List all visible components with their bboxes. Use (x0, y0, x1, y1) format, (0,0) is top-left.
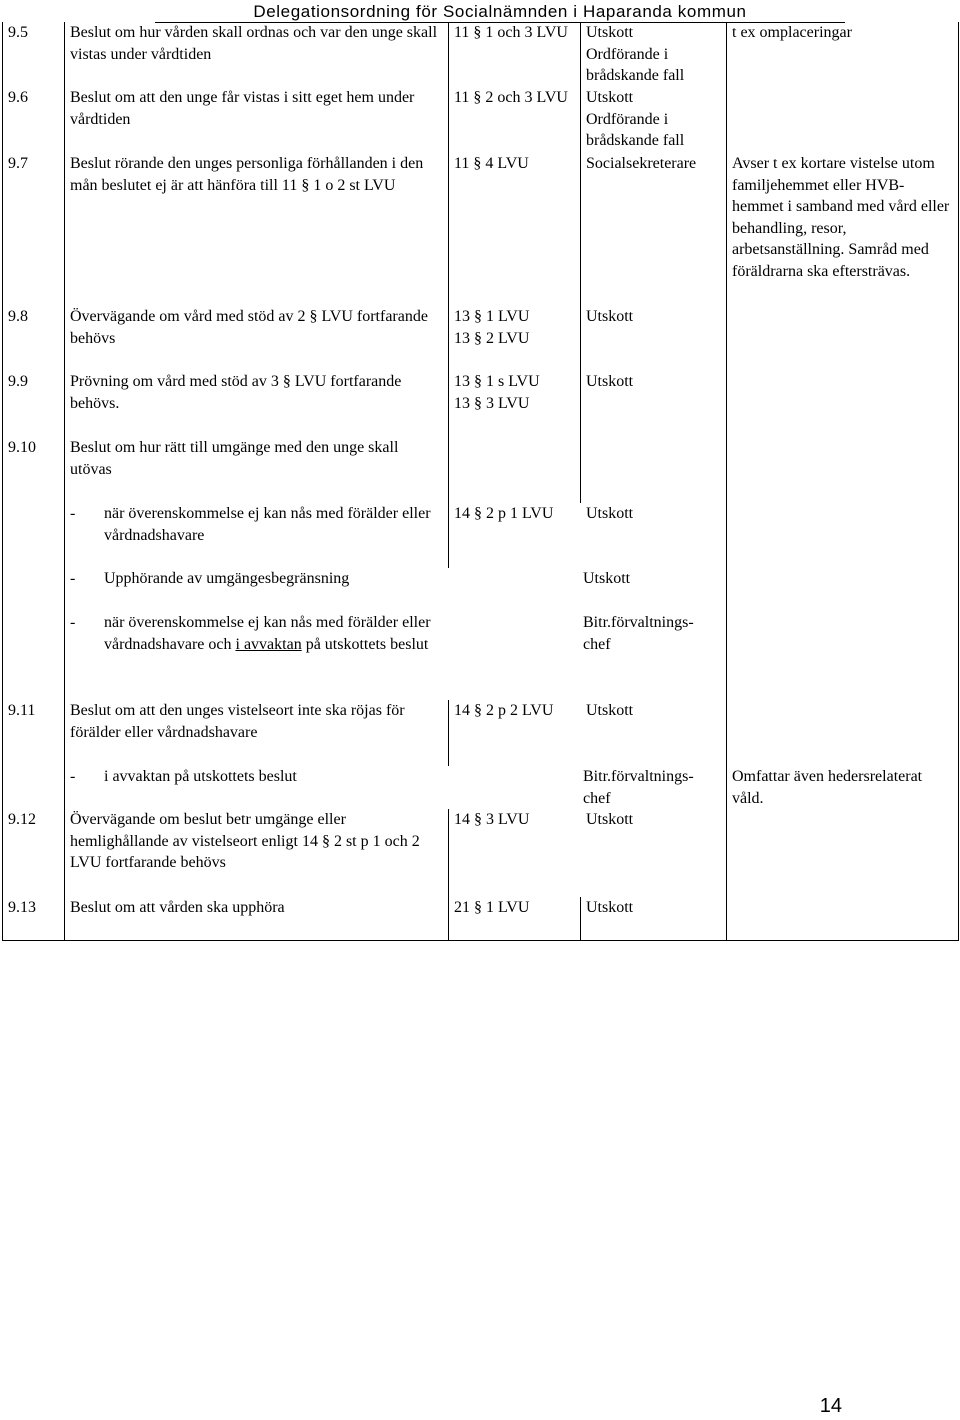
item-number: 9.11 (3, 700, 65, 766)
table-row (3, 371, 959, 437)
item-anmarkning: t ex omplaceringar (727, 22, 959, 87)
table-row (3, 700, 959, 766)
dash-marker: - (70, 570, 76, 587)
item-number: 9.10 (3, 437, 65, 503)
item-lagrum: 14 § 2 p 1 LVU (454, 505, 554, 522)
item-number: 9.6 (3, 87, 65, 153)
table-row (3, 612, 959, 700)
item-lagrum: 21 § 1 LVU (449, 897, 581, 940)
table-row (3, 437, 959, 503)
item-number: 9.7 (3, 153, 65, 306)
underlined-text: i avvaktan (235, 635, 302, 653)
sub-item-description (65, 612, 727, 700)
item-anmarkning: Avser t ex kortare vistelse utom familjehemmet eller HVB-hemmet i samband med vård eller behandling, resor, arbetsanställning. Samråd med föräldrarna ska eftersträvas. (727, 153, 959, 306)
table-row (3, 503, 959, 568)
table-row (3, 897, 959, 940)
item-description: Beslut om att den unges vistelseort inte ska röjas för förälder eller vårdnadshavare (65, 700, 449, 766)
item-lagrum: 14 § 2 p 2 LVU (454, 702, 554, 719)
sub-item-text: när överenskommelse ej kan nås med förälder eller vårdnadshavare (104, 505, 431, 544)
sub-item-text: i avvaktan på utskottets beslut (104, 768, 297, 785)
item-lagrum (449, 306, 581, 371)
item-lagrum: 14 § 3 LVU (454, 811, 530, 828)
item-lagrum: 11 § 2 och 3 LVU (449, 87, 581, 153)
item-delegat: Utskott (586, 702, 634, 719)
item-delegat: Utskott (586, 505, 634, 522)
item-description: Beslut om att den unge får vistas i sitt eget hem under vårdtiden (65, 87, 449, 153)
item-lagrum: 11 § 4 LVU (449, 153, 581, 306)
item-delegat: Utskott (583, 570, 631, 587)
table-row (3, 306, 959, 371)
item-description: Prövning om vård med stöd av 3 § LVU fortfarande behövs. (65, 371, 449, 437)
item-anmarkning (727, 306, 959, 371)
lagrum-line: 13 § 1 s LVU (454, 373, 540, 390)
item-number: 9.13 (3, 897, 65, 940)
delegat-line: Utskott (586, 89, 634, 106)
item-description: Beslut om att vården ska upphöra (65, 897, 449, 940)
lagrum-line: 13 § 2 LVU (454, 329, 530, 347)
delegat-line: Ordförande i brådskande fall (586, 110, 685, 149)
item-lagrum (449, 371, 581, 437)
item-delegat: Utskott (581, 897, 727, 940)
dash-marker: - (70, 614, 76, 631)
item-delegat: Bitr.förvaltnings-chef (583, 614, 694, 653)
item-number: 9.9 (3, 371, 65, 437)
table-row (3, 22, 959, 87)
item-delegat: Socialsekreterare (581, 153, 727, 306)
sub-item-description (65, 766, 727, 809)
item-description: Beslut om hur vården skall ordnas och var den unge skall vistas under vårdtiden (65, 22, 449, 87)
item-number: 9.8 (3, 306, 65, 371)
sub-item-text: när överenskommelse ej kan nås med förälder eller vårdnadshavare och i avvaktan på utskottets beslut (104, 614, 431, 653)
table-row (3, 87, 959, 153)
item-description: Beslut rörande den unges personliga förhållanden i den mån beslutet ej är att hänföra till 11 § 1 o 2 st LVU (65, 153, 449, 306)
item-anmarkning (727, 87, 959, 153)
page-number: 14 (819, 1395, 842, 1417)
item-lagrum: 11 § 1 och 3 LVU (449, 22, 581, 87)
table-row (3, 568, 959, 612)
item-delegat (581, 22, 727, 87)
delegat-line: Utskott (586, 24, 634, 41)
item-description: Beslut om hur rätt till umgänge med den unge skall utövas (65, 437, 449, 503)
table-row (3, 153, 959, 306)
lagrum-line: 13 § 1 LVU (454, 308, 530, 325)
item-delegat (581, 87, 727, 153)
item-delegat: Bitr.förvaltnings-chef (583, 768, 694, 807)
item-description: Övervägande om vård med stöd av 2 § LVU fortfarande behövs (65, 306, 449, 371)
item-anmarkning: Omfattar även hedersrelaterat våld. (727, 766, 959, 809)
dash-marker: - (70, 768, 76, 785)
item-delegat: Utskott (586, 811, 634, 828)
table-row (3, 766, 959, 809)
delegat-line: Ordförande i brådskande fall (586, 45, 685, 84)
dash-marker: - (70, 505, 76, 522)
item-number: 9.5 (3, 22, 65, 87)
lagrum-line: 13 § 3 LVU (454, 394, 530, 412)
sub-item-text: Upphörande av umgängesbegränsning (104, 570, 350, 587)
item-description: Övervägande om beslut betr umgänge eller hemlighållande av vistelseort enligt 14 § 2 st p 1 och 2 LVU fortfarande behövs (65, 809, 449, 897)
item-delegat: Utskott (581, 306, 727, 371)
sub-item-description (65, 503, 449, 568)
sub-item-description (65, 568, 727, 612)
page-header: Delegationsordning för Socialnämnden i Haparanda kommun (155, 1, 845, 23)
item-anmarkning (727, 371, 959, 437)
delegation-table (2, 22, 959, 941)
item-number: 9.12 (3, 809, 65, 897)
table-row (3, 809, 959, 897)
item-delegat: Utskott (581, 371, 727, 437)
